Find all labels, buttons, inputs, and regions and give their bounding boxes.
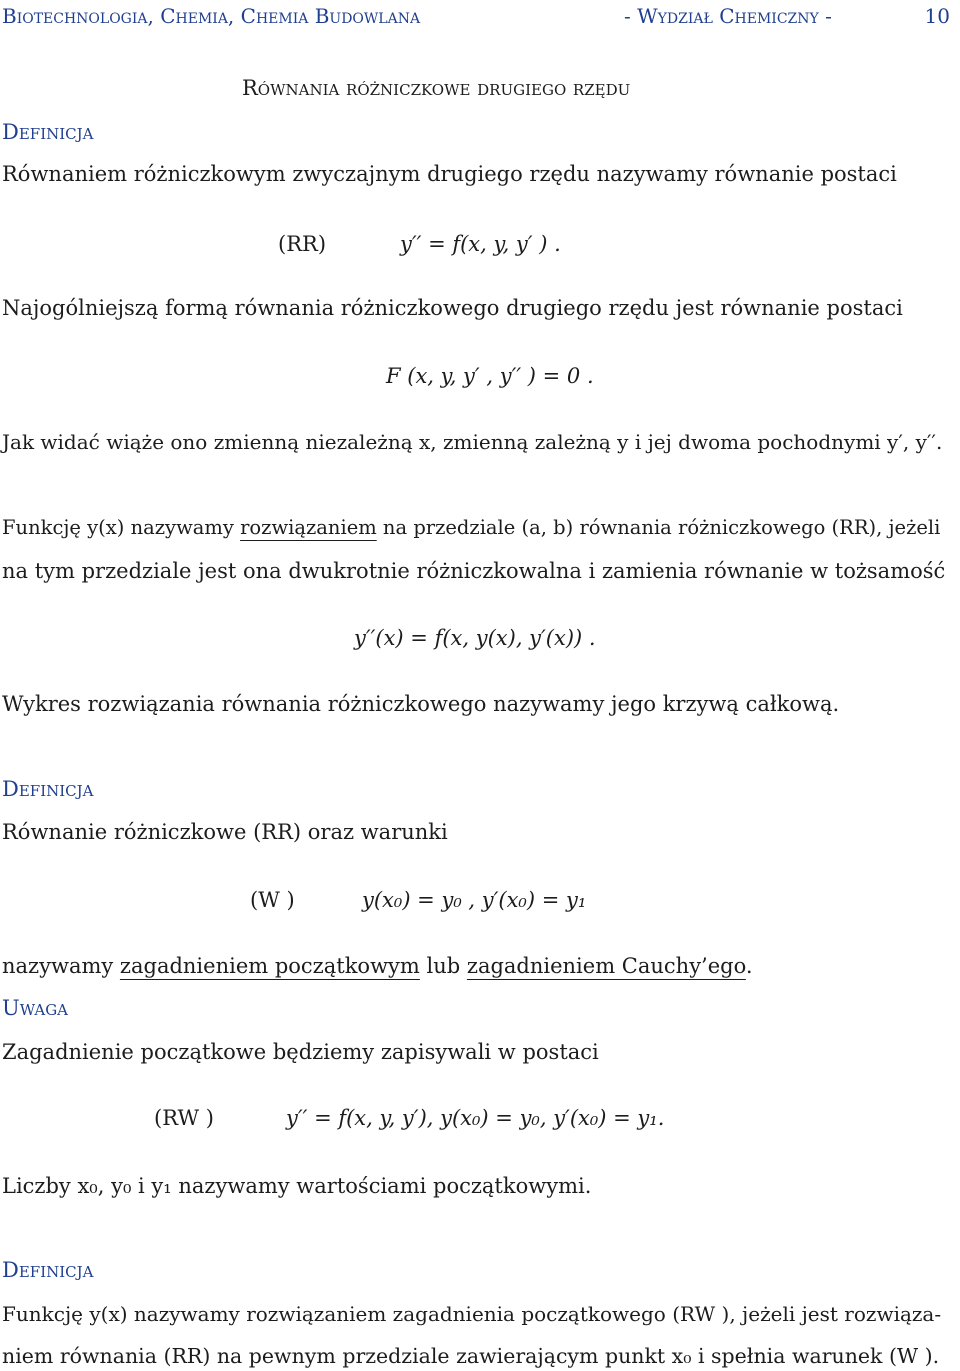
solution-definition-line-1 xyxy=(2,514,940,542)
remark-label: Uwaga xyxy=(2,996,69,1020)
section-title: Równania różniczkowe drugiego rzędu xyxy=(242,76,631,100)
running-header-left: Biotechnologia, Chemia, Chemia Budowlana xyxy=(2,4,421,28)
initial-values-text: Liczby x₀, y₀ i y₁ nazywamy wartościami początkowymi. xyxy=(2,1174,592,1198)
equation-general-form: F (x, y, y′ , y′′ ) = 0 . xyxy=(386,364,594,388)
cauchy-text-b: lub xyxy=(419,954,467,978)
remark-text: Zagadnienie początkowe będziemy zapisywali w postaci xyxy=(2,1040,599,1064)
cauchy-problem-text xyxy=(2,952,753,980)
definition-text-3-line-1: Funkcję y(x) nazywamy rozwiązaniem zagadnienia początkowego (RW ), jeżeli jest rozwiąza- xyxy=(2,1302,942,1326)
integral-curve-text: Wykres rozwiązania równania różniczkowego nazywamy jego krzywą całkową. xyxy=(2,692,840,716)
definition-text-3-line-2: niem równania (RR) na pewnym przedziale zawierającym punkt x₀ i spełnia warunek (W ). xyxy=(2,1344,940,1368)
cauchy-text-a: nazywamy xyxy=(2,954,120,978)
definition-text-2: Równanie różniczkowe (RR) oraz warunki xyxy=(2,820,448,844)
equation-w: y(x₀) = y₀ , y′(x₀) = y₁ xyxy=(362,888,587,912)
variables-text: Jak widać wiąże ono zmienną niezależną x, zmienną zależną y i jej dwoma pochodnymi y′, y′′. xyxy=(2,430,943,454)
equation-rw: y′′ = f(x, y, y′), y(x₀) = y₀, y′(x₀) = y₁. xyxy=(286,1106,665,1130)
equation-rr: y′′ = f(x, y, y′ ) . xyxy=(400,232,561,256)
equation-tag-rw: (RW ) xyxy=(154,1106,214,1130)
equation-tag-w: (W ) xyxy=(250,888,295,912)
page-number: 10 xyxy=(924,4,950,28)
initial-problem-term: zagadnieniem początkowym xyxy=(119,954,420,978)
definition-label-2: Definicja xyxy=(2,777,94,801)
solution-text-a: Funkcję y(x) nazywamy xyxy=(2,516,241,539)
general-form-text: Najogólniejszą formą równania różniczkowego drugiego rzędu jest równanie postaci xyxy=(2,296,903,320)
solution-definition-line-2: na tym przedziale jest ona dwukrotnie różniczkowalna i zamienia równanie w tożsamość xyxy=(2,559,946,583)
solution-text-b: na przedziale (a, b) równania różniczkowego (RR), jeżeli xyxy=(376,516,941,539)
definition-text-1: Równaniem różniczkowym zwyczajnym drugiego rzędu nazywamy równanie postaci xyxy=(2,162,897,186)
definition-label-1: Definicja xyxy=(2,120,94,144)
running-header-center: - Wydział Chemiczny - xyxy=(624,4,832,28)
cauchy-text-c: . xyxy=(745,954,753,978)
equation-tag-rr: (RR) xyxy=(278,232,327,256)
equation-identity: y′′(x) = f(x, y(x), y′(x)) . xyxy=(354,626,596,650)
cauchy-problem-term: zagadnieniem Cauchy’ego xyxy=(466,954,746,978)
solution-term: rozwiązaniem xyxy=(240,516,377,539)
definition-label-3: Definicja xyxy=(2,1258,94,1282)
